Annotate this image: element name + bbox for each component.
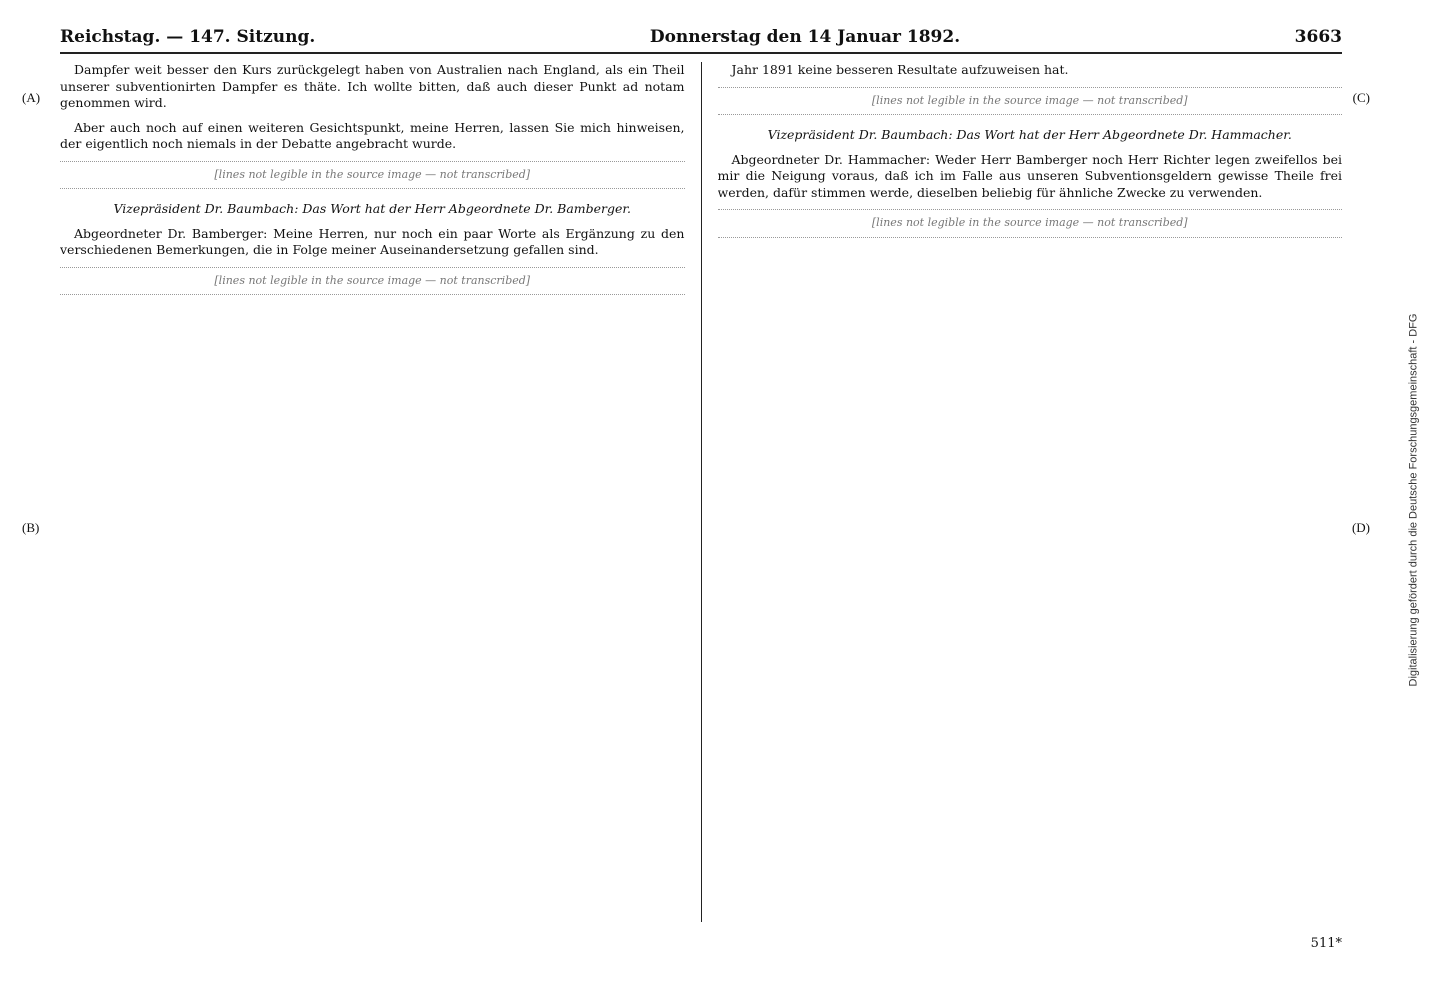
header-left: Reichstag. — 147. Sitzung.	[60, 27, 316, 47]
untranscribed-gap: [lines not legible in the source image — not transcribed]	[718, 209, 1343, 238]
left-paragraph-3: Abgeordneter Dr. Bamberger: Meine Herren, nur noch ein paar Worte als Ergänzung zu den verschiedenen Bemerkungen, die in Folge meiner Auseinandersetzung gefallen sind.	[60, 225, 685, 258]
margin-marker-a: (A)	[22, 90, 41, 105]
running-header	[60, 22, 1342, 54]
margin-marker-d: (D)	[1351, 520, 1370, 535]
dfg-credit-text: Digitalisierung gefördert durch die Deutsche Forschungsgemeinschaft - DFG	[1407, 313, 1420, 687]
dfg-credit	[1402, 40, 1424, 960]
right-paragraph-1: Jahr 1891 keine besseren Resultate aufzuweisen hat.	[731, 62, 1069, 77]
header-center: Donnerstag den 14 Januar 1892.	[649, 27, 961, 47]
untranscribed-gap: [lines not legible in the source image — not transcribed]	[60, 161, 685, 190]
untranscribed-gap: [lines not legible in the source image — not transcribed]	[718, 87, 1343, 116]
printer-signature: 511*	[1310, 936, 1342, 951]
column-rule	[701, 62, 702, 922]
left-column	[60, 62, 685, 922]
left-paragraph-2: Aber auch noch auf einen weiteren Gesichtspunkt, meine Herren, lassen Sie mich hinweisen, der eigentlich noch niemals in der Debatte angebracht wurde.	[60, 119, 685, 151]
margin-marker-c: (C)	[1352, 90, 1370, 105]
speaker-heading: Vizepräsident Dr. Baumbach: Das Wort hat der Herr Abgeordnete Dr. Hammacher.	[767, 127, 1292, 143]
untranscribed-gap: [lines not legible in the source image — not transcribed]	[60, 267, 685, 296]
text-columns	[60, 62, 1342, 922]
left-paragraph-1: Dampfer weit besser den Kurs zurückgelegt haben von Australien nach England, als ein Theil unserer subventionirten Dampfer es thäte. Ich wollte bitten, daß auch dieser Punkt ad notam genommen wird.	[60, 62, 685, 110]
page-number: 3663	[1294, 27, 1342, 47]
right-paragraph-2: Abgeordneter Dr. Hammacher: Weder Herr Bamberger noch Herr Richter legen zweifellos bei mir die Neigung voraus, daß ich im Falle aus unseren Subventionsgeldern gewisse Theile frei werden, dafür stimmen werde, dieselben beliebig für ähnliche Zwecke zu verwenden.	[717, 151, 1342, 200]
right-column	[718, 62, 1343, 922]
margin-marker-b: (B)	[22, 520, 40, 535]
speaker-heading: Vizepräsident Dr. Baumbach: Das Wort hat der Herr Abgeordnete Dr. Bamberger.	[113, 201, 631, 217]
